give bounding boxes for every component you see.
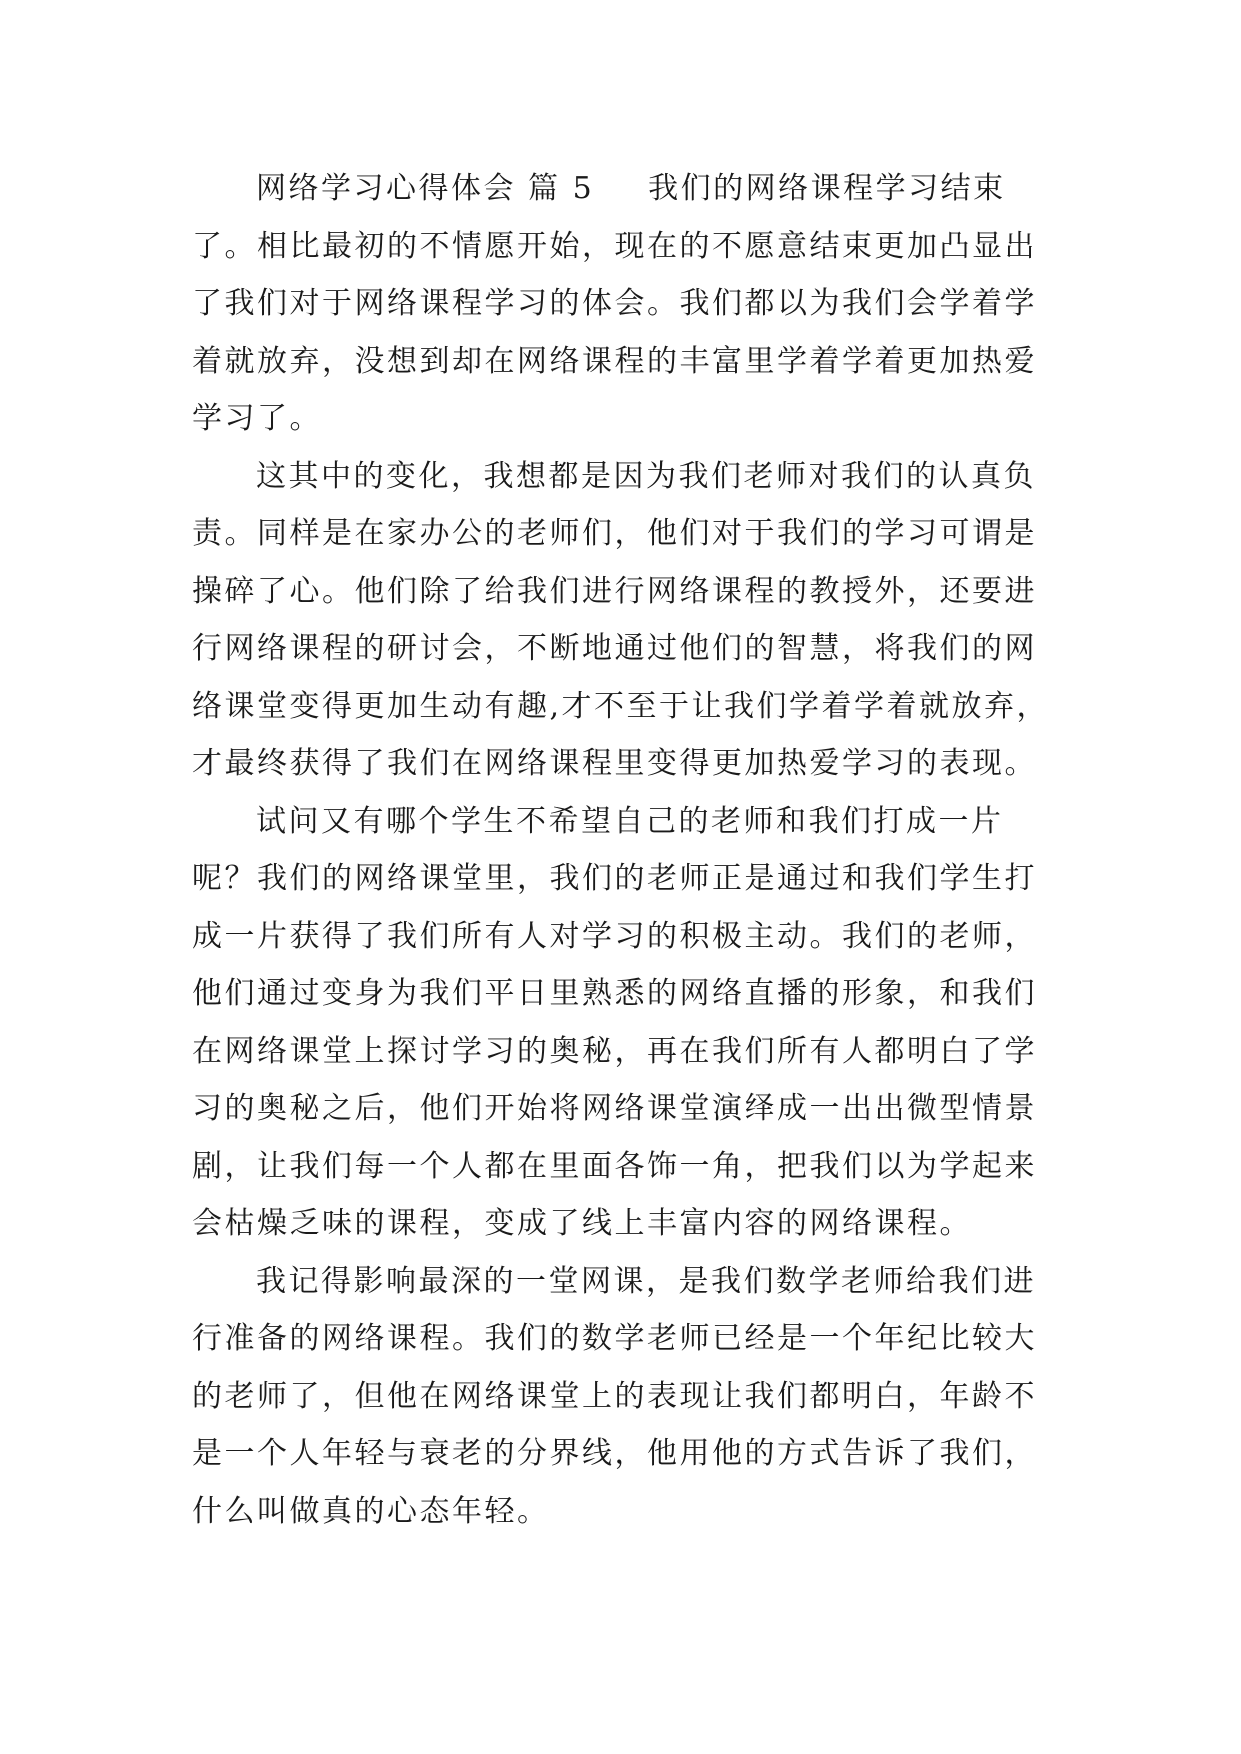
paragraph-line: 责。同样是在家办公的老师们，他们对于我们的学习可谓是: [192, 516, 1037, 551]
paragraph-line: 成一片获得了我们所有人对学习的积极主动。我们的老师，: [192, 918, 1037, 954]
paragraph-line: [192, 160, 1052, 218]
paragraph-line: 他们通过变身为我们平日里熟悉的网络直播的形象，和我们: [192, 976, 1037, 1011]
paragraph-text: 我们的网络课程学习结束: [648, 171, 1006, 206]
paragraph-line: 会枯燥乏味的课程，变成了线上丰富内容的网络课程。: [192, 1206, 972, 1241]
paragraph-line: 行准备的网络课程。我们的数学老师已经是一个年纪比较大: [192, 1321, 1037, 1356]
paragraph-line: 学习了。: [192, 401, 322, 436]
paragraph-line: 操碎了心。他们除了给我们进行网络课程的教授外，还要进: [192, 573, 1037, 609]
paragraph-2: [192, 448, 1052, 793]
paragraph-line: 什么叫做真的心态年轻。: [192, 1493, 550, 1529]
paragraph-line: 才最终获得了我们在网络课程里变得更加热爱学习的表现。: [192, 746, 1037, 781]
paragraph-line: 试问又有哪个学生不希望自己的老师和我们打成一片: [256, 803, 1004, 839]
paragraph-line: 了我们对于网络课程学习的体会。我们都以为我们会学着学: [192, 286, 1037, 321]
paragraph-line: 是一个人年轻与衰老的分界线，他用他的方式告诉了我们，: [192, 1436, 1037, 1471]
paragraph-line: 行网络课程的研讨会，不断地通过他们的智慧，将我们的网: [192, 631, 1037, 666]
document-title: 网络学习心得体会 篇 5: [256, 171, 595, 206]
paragraph-line: 在网络课堂上探讨学习的奥秘，再在我们所有人都明白了学: [192, 1033, 1037, 1069]
paragraph-line: 剧，让我们每一个人都在里面各饰一角，把我们以为学起来: [192, 1148, 1037, 1184]
paragraph-3: [192, 793, 1052, 1253]
paragraph-line: 络课堂变得更加生动有趣,才不至于让我们学着学着就放弃，: [192, 688, 1050, 724]
paragraph-line: 了。相比最初的不情愿开始，现在的不愿意结束更加凸显出: [192, 228, 1037, 264]
paragraph-line: 呢？我们的网络课堂里，我们的老师正是通过和我们学生打: [192, 861, 1037, 896]
paragraph-1: [192, 160, 1052, 448]
paragraph-line: 这其中的变化，我想都是因为我们老师对我们的认真负: [256, 458, 1036, 494]
paragraph-4: [192, 1253, 1052, 1541]
document-body: [192, 160, 1052, 1540]
paragraph-line: 的老师了，但他在网络课堂上的表现让我们都明白，年龄不: [192, 1378, 1037, 1414]
paragraph-line: 习的奥秘之后，他们开始将网络课堂演绎成一出出微型情景: [192, 1091, 1037, 1126]
paragraph-line: 我记得影响最深的一堂网课，是我们数学老师给我们进: [256, 1263, 1036, 1299]
paragraph-line: 着就放弃，没想到却在网络课程的丰富里学着学着更加热爱: [192, 343, 1037, 379]
